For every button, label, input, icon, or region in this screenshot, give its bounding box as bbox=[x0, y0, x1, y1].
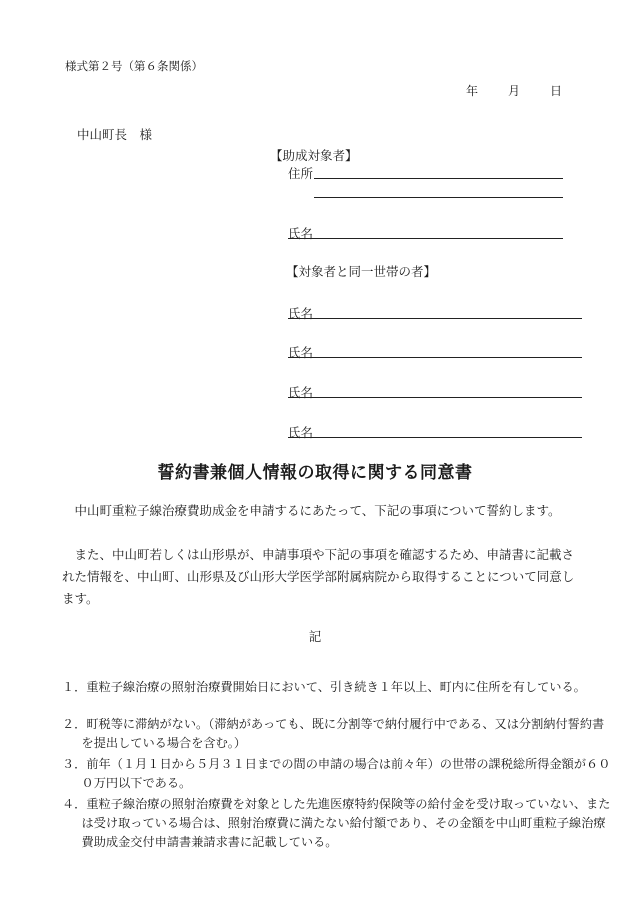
household-name-line bbox=[288, 357, 582, 358]
pledge-item: ２．町税等に滞納がない。（滞納があっても、既に分割等で納付履行中である、又は分割納付誓約書を提出している場合を含む。） bbox=[62, 717, 605, 750]
applicant-heading: 【助成対象者】 bbox=[270, 148, 358, 163]
address-label: 住所 bbox=[288, 166, 314, 181]
consent-paragraph: また、中山町若しくは山形県が、申請事項や下記の事項を確認するため、申請書に記載された情報を、中山町、山形県及び山形大学医学部附属病院から取得することについて同意します。 bbox=[62, 547, 575, 606]
applicant-name-label: 氏名 bbox=[288, 226, 314, 241]
date-month-label: 月 bbox=[508, 84, 521, 98]
applicant-name-line bbox=[288, 238, 563, 239]
date-day-label: 日 bbox=[550, 84, 563, 98]
address-line-1 bbox=[314, 178, 563, 179]
household-name-line bbox=[288, 437, 582, 438]
household-heading: 【対象者と同一世帯の者】 bbox=[286, 264, 437, 279]
household-name-label: 氏名 bbox=[288, 345, 314, 360]
form-number: 様式第２号（第６条関係） bbox=[65, 59, 203, 73]
household-name-label: 氏名 bbox=[288, 385, 314, 400]
pledge-paragraph: 中山町重粒子線治療費助成金を申請するにあたって、下記の事項について誓約します。 bbox=[74, 503, 561, 518]
household-name-label: 氏名 bbox=[288, 425, 314, 440]
household-name-line bbox=[288, 318, 582, 319]
ki-marker: 記 bbox=[308, 629, 322, 644]
pledge-item: ４．重粒子線治療の照射治療費を対象とした先進医療特約保険等の給付金を受け取っていない、または受け取っている場合は、照射治療費に満たない給付額であり、その金額を中山町重粒子線治療費助成金交付申請書兼請求書に記載している。 bbox=[62, 797, 611, 849]
household-name-line bbox=[288, 397, 582, 398]
document-title: 誓約書兼個人情報の取得に関する同意書 bbox=[157, 463, 473, 483]
addressee: 中山町長 様 bbox=[77, 127, 153, 142]
date-year-label: 年 bbox=[466, 84, 479, 98]
address-line-2 bbox=[314, 197, 563, 198]
household-name-label: 氏名 bbox=[288, 306, 314, 321]
pledge-item: ３．前年（１月１日から５月３１日までの間の申請の場合は前々年）の世帯の課税総所得金額が６００万円以下である。 bbox=[62, 757, 611, 790]
pledge-item: １．重粒子線治療の照射治療費開始日において、引き続き１年以上、町内に住所を有している。 bbox=[62, 680, 586, 694]
